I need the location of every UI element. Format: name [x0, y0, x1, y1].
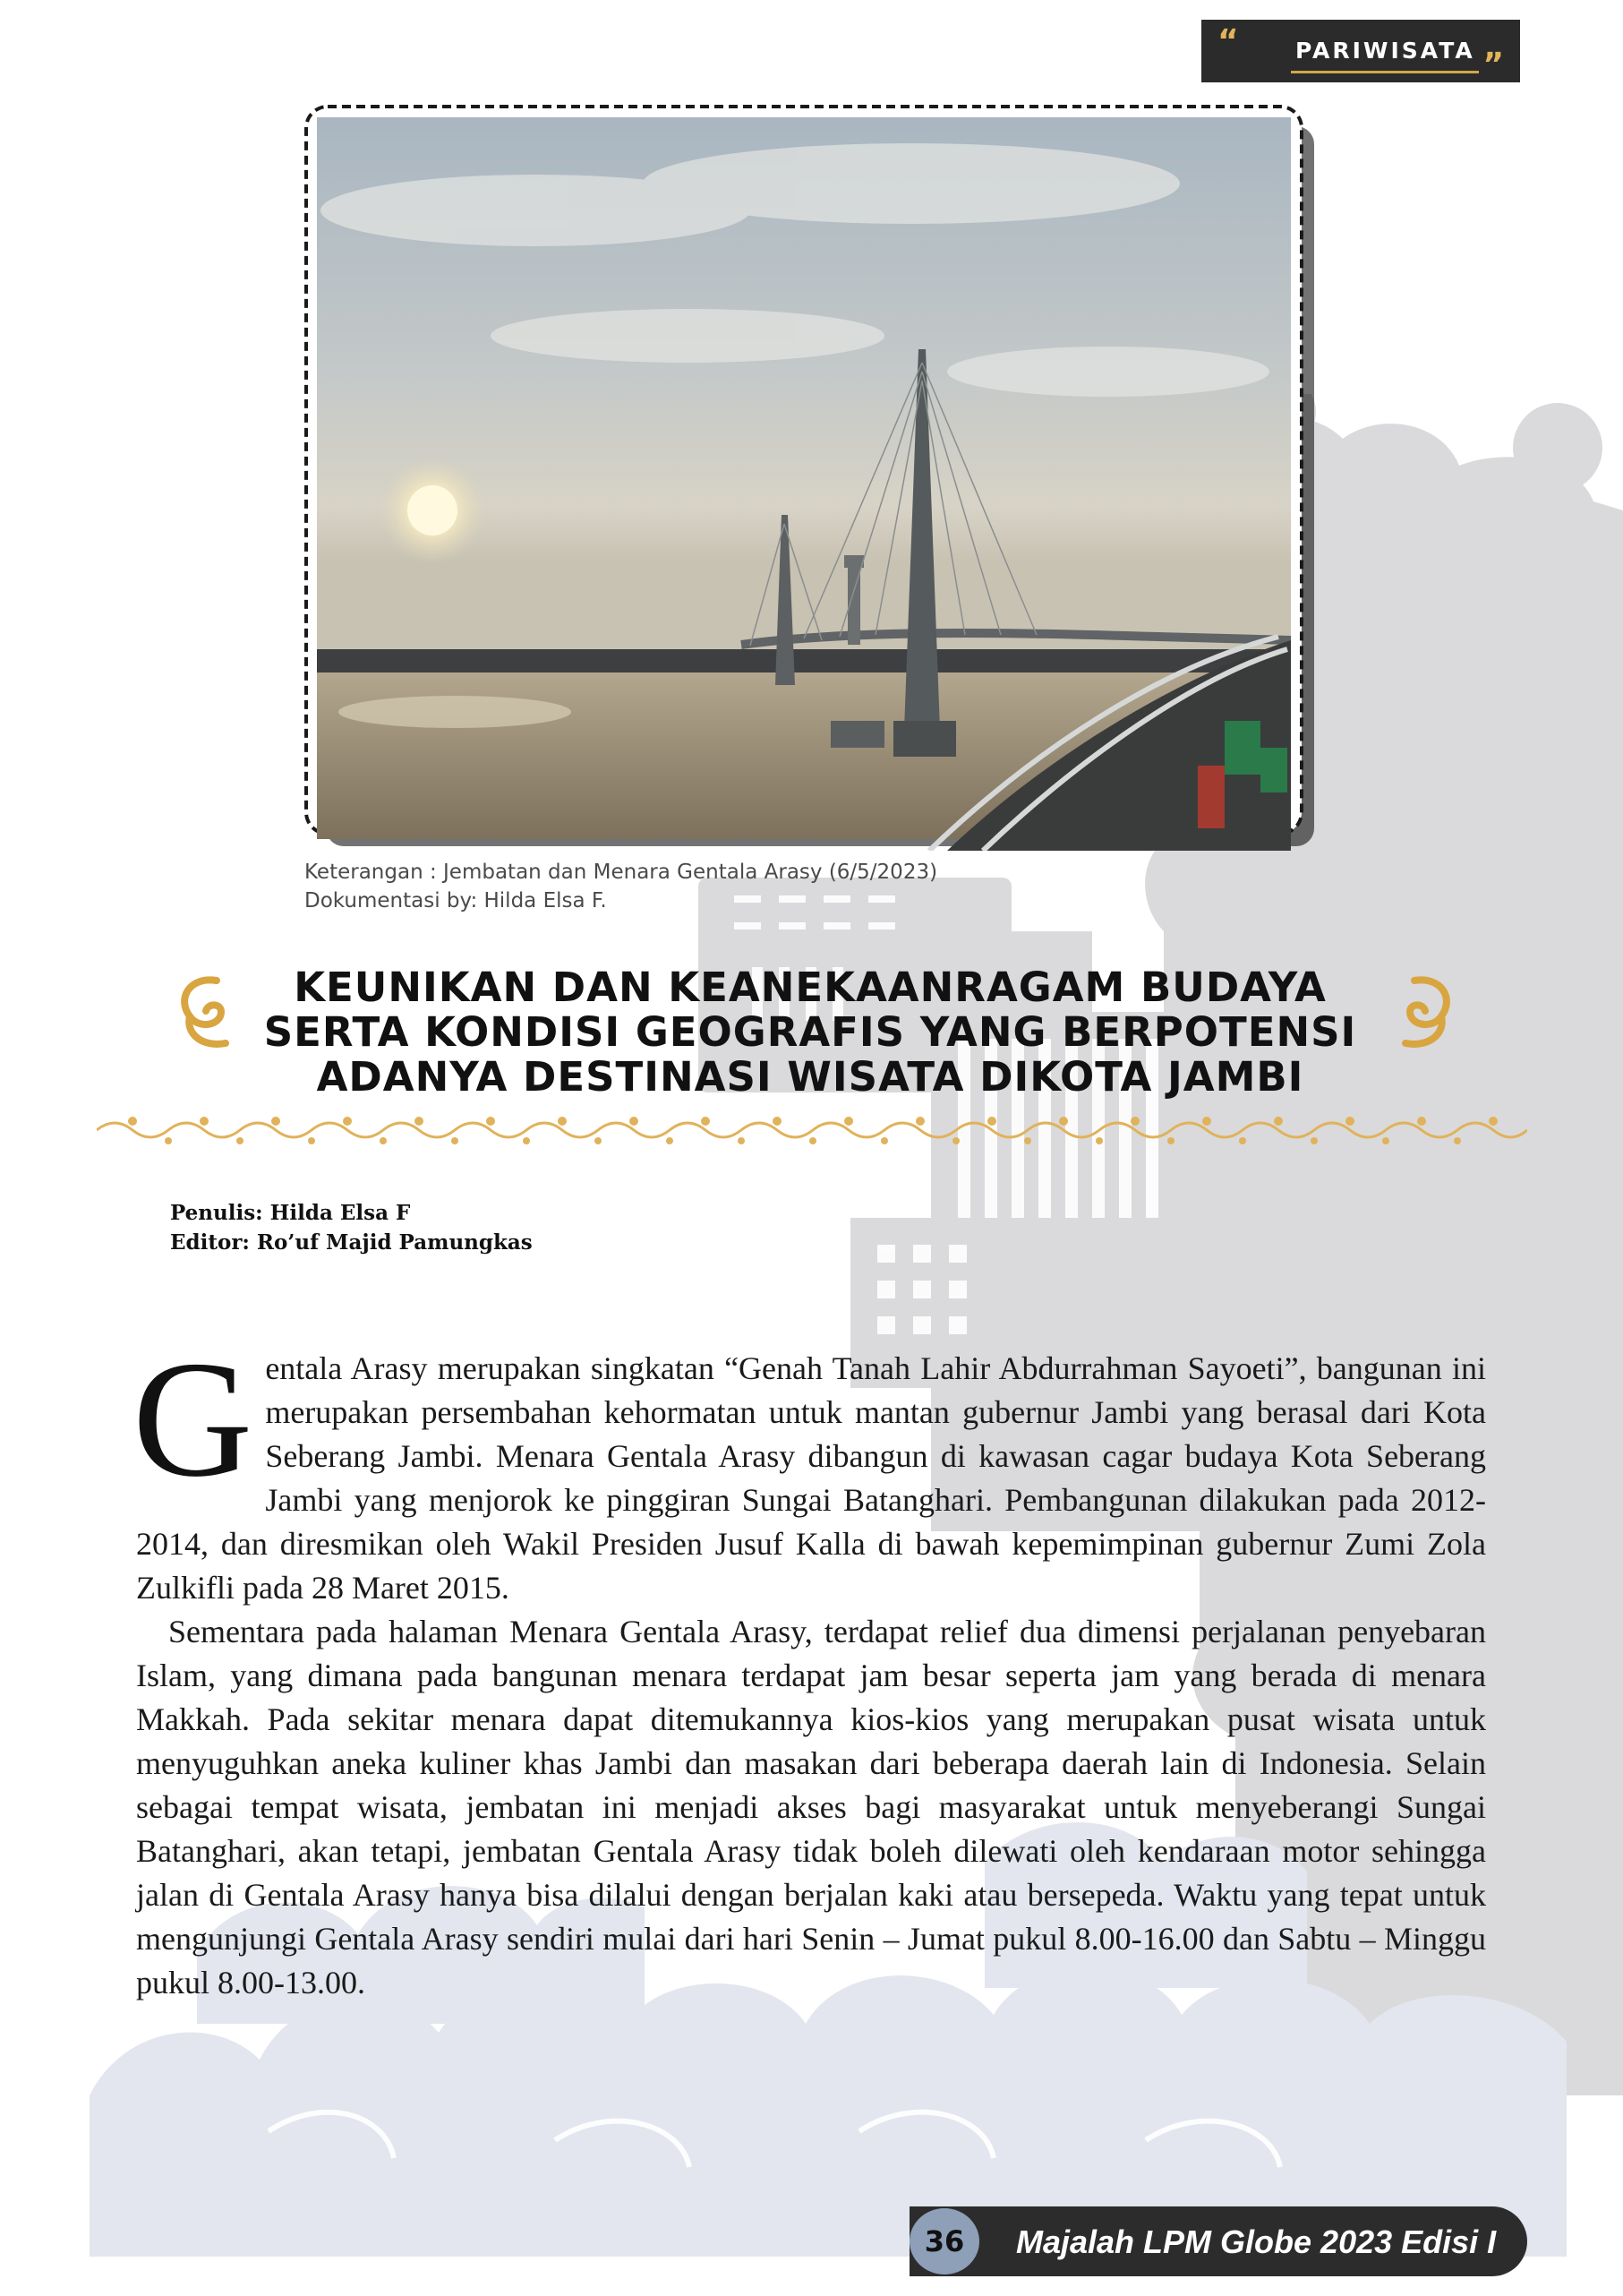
bridge-photo	[303, 103, 1320, 851]
article-title	[251, 965, 1370, 1100]
caption-credit: Dokumentasi by: Hilda Elsa F.	[304, 889, 607, 912]
paragraph-2: Sementara pada halaman Menara Gentala Arasy, terdapat relief dua dimensi perjalanan penyebaran Islam, yang dimana pada bangunan menara terdapat jam besar seperta jam yang berada di menara Makkah. Pada sekitar menara dapat ditemukannya kios-kios yang merupakan pusat wisata untuk menyuguhkan aneka kuliner khas Jambi dan masakan dari beberapa daerah lain di Indonesia. Selain sebagai tempat wisata, jembatan ini menjadi akses bagi masyarakat untuk menyeberangi Sungai Batanghari, akan tetapi, jembatan Gentala Arasy tidak boleh dilewati oleh kendaraan motor sehingga jalan di Gentala Arasy hanya bisa dilalui dengan berjalan kaki atau bersepeda. Waktu yang tepat untuk mengunjungi Gentala Arasy sendiri mulai dari hari Senin – Jumat pukul 8.00-16.00 dan Sabtu – Minggu pukul 8.00-13.00.	[136, 1614, 1486, 2000]
article-body	[132, 1327, 1486, 2005]
page-number: 36	[924, 2224, 965, 2258]
photo-caption	[304, 858, 937, 915]
section-underline	[1291, 71, 1479, 73]
article-credits	[170, 1198, 533, 1257]
caption-description: Keterangan : Jembatan dan Menara Gentala Arasy (6/5/2023)	[304, 861, 938, 884]
quote-open-icon: “	[1217, 23, 1239, 60]
editor-credit: Editor: Ro’uf Majid Pamungkas	[170, 1230, 533, 1255]
title-line-1: KEUNIKAN DAN KEANEKAANRAGAM BUDAYA	[294, 964, 1327, 1011]
title-line-2: SERTA KONDISI GEOGRAFIS YANG BERPOTENSI	[263, 1008, 1357, 1056]
paragraph-1	[132, 1327, 1486, 1610]
section-label: PARIWISATA	[1295, 38, 1475, 64]
magazine-title: Majalah LPM Globe 2023 Edisi I	[1016, 2223, 1497, 2260]
right-swirl-icon	[1388, 972, 1459, 1052]
quote-close-icon: ”	[1482, 47, 1504, 83]
section-tag	[1201, 20, 1520, 82]
paragraph-1-text: entala Arasy merupakan singkatan “Genah Tanah Lahir Abdurrahman Sayoeti”, bangunan ini merupakan persembahan kehormatan untuk mantan gubernur Jambi yang berasal dari Kota Seberang Jambi. Menara Gentala Arasy dibangun di kawasan cagar budaya Kota Seberang Jambi yang menjorok ke pinggiran Sungai Batanghari. Pembangunan dilakukan pada 2012-2014, dan diresmikan oleh Wakil Presiden Jusuf Kalla di bawah kepemimpinan gubernur Zumi Zola Zulkifli pada 28 Maret 2015.	[136, 1350, 1486, 1606]
ornament-divider	[97, 1110, 1527, 1150]
title-line-3: ADANYA DESTINASI WISATA DIKOTA JAMBI	[316, 1053, 1304, 1101]
writer-credit: Penulis: Hilda Elsa F	[170, 1201, 411, 1225]
drop-cap: G	[132, 1327, 253, 1512]
left-swirl-icon	[172, 972, 243, 1052]
